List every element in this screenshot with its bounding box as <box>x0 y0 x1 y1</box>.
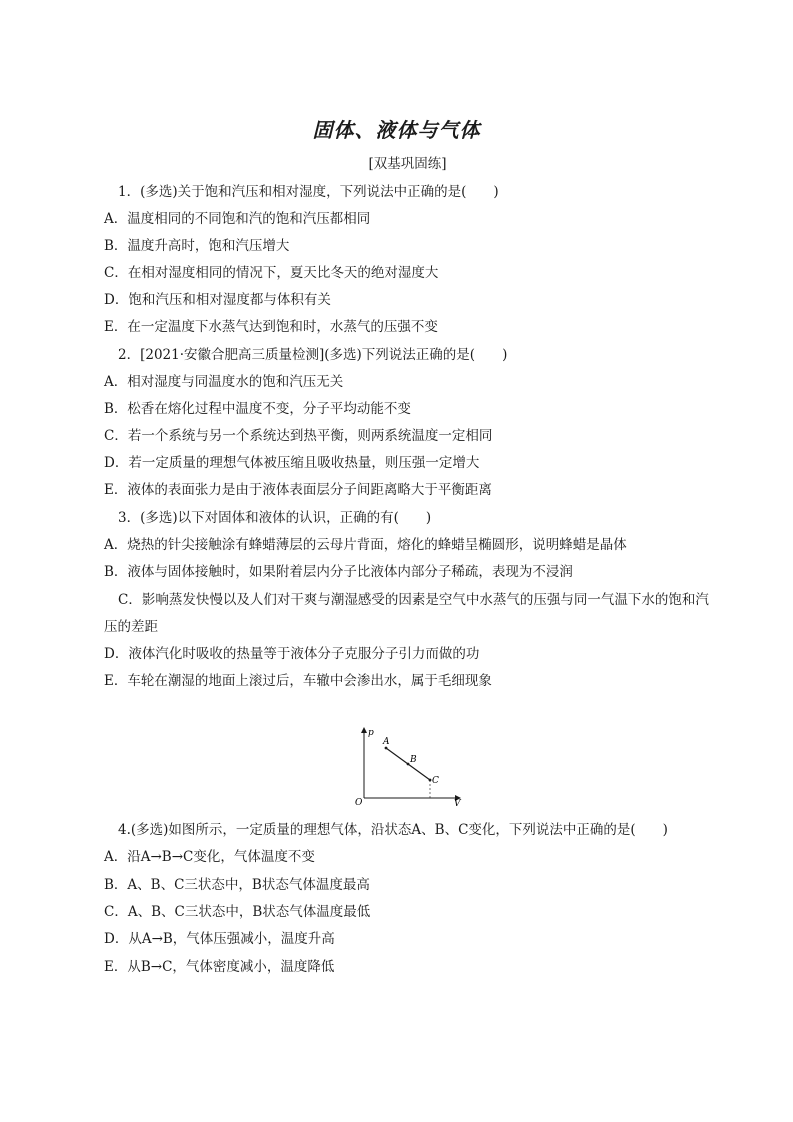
v-axis-label: V <box>454 799 461 806</box>
pv-diagram <box>352 726 472 806</box>
question-1-option-e: E．在一定温度下水蒸气达到饱和时，水蒸气的压强不变 <box>104 319 438 335</box>
question-3-option-c-continued: 压的差距 <box>104 619 158 635</box>
question-3-option-b: B．液体与固体接触时，如果附着层内分子比液体内部分子稀疏，表现为不浸润 <box>104 564 573 580</box>
section-subtitle: [双基巩固练] <box>368 156 447 172</box>
question-4-option-a: A．沿A→B→C变化，气体温度不变 <box>104 849 315 865</box>
question-4-option-c: C．A、B、C三状态中，B状态气体温度最低 <box>104 904 371 920</box>
question-2-option-d: D．若一定质量的理想气体被压缩且吸收热量，则压强一定增大 <box>104 455 480 471</box>
question-1-option-d: D．饱和汽压和相对湿度都与体积有关 <box>104 292 331 308</box>
question-1-option-b: B．温度升高时，饱和汽压增大 <box>104 238 290 254</box>
question-4-stem: 4.(多选)如图所示，一定质量的理想气体，沿状态A、B、C变化，下列说法中正确的是( ) <box>118 822 668 838</box>
question-4-option-b: B．A、B、C三状态中，B状态气体温度最高 <box>104 877 370 893</box>
point-a-label: A <box>383 737 390 747</box>
question-3-option-a: A．烧热的针尖接触涂有蜂蜡薄层的云母片背面，熔化的蜂蜡呈椭圆形，说明蜂蜡是晶体 <box>104 537 627 553</box>
page-title: 固体、液体与气体 <box>312 118 481 142</box>
question-2-option-c: C．若一个系统与另一个系统达到热平衡，则两系统温度一定相同 <box>104 428 493 444</box>
question-3-option-c: C．影响蒸发快慢以及人们对干爽与潮湿感受的因素是空气中水蒸气的压强与同一气温下水的饱和汽 <box>118 592 709 608</box>
point-a <box>385 747 388 750</box>
question-3-stem: 3．(多选)以下对固体和液体的认识，正确的有( ) <box>118 510 432 526</box>
question-2-option-a: A．相对湿度与同温度水的饱和汽压无关 <box>104 374 344 390</box>
question-1-option-c: C．在相对湿度相同的情况下，夏天比冬天的绝对湿度大 <box>104 265 439 281</box>
question-4-option-d: D．从A→B，气体压强减小，温度升高 <box>104 931 335 947</box>
point-c-label: C <box>432 776 439 786</box>
question-4-option-e: E．从B→C，气体密度减小，温度降低 <box>104 959 335 975</box>
p-axis-label: p <box>368 728 374 738</box>
question-3-option-d: D．液体汽化时吸收的热量等于液体分子克服分子引力而做的功 <box>104 646 480 662</box>
point-b <box>407 763 410 766</box>
question-1-stem: 1．(多选)关于饱和汽压和相对湿度，下列说法中正确的是( ) <box>118 184 499 200</box>
origin-label: O <box>355 798 363 806</box>
question-2-option-e: E．液体的表面张力是由于液体表面层分子间距离略大于平衡距离 <box>104 482 492 498</box>
point-c <box>429 779 432 782</box>
question-2-option-b: B．松香在熔化过程中温度不变，分子平均动能不变 <box>104 401 411 417</box>
question-3-option-e: E．车轮在潮湿的地面上滚过后，车辙中会渗出水，属于毛细现象 <box>104 673 492 689</box>
question-1-option-a: A．温度相同的不同饱和汽的饱和汽压都相同 <box>104 211 371 227</box>
pv-diagram-svg <box>352 726 472 806</box>
question-2-stem: 2．[2021·安徽合肥高三质量检测](多选)下列说法正确的是( ) <box>118 347 508 363</box>
point-b-label: B <box>410 755 417 765</box>
